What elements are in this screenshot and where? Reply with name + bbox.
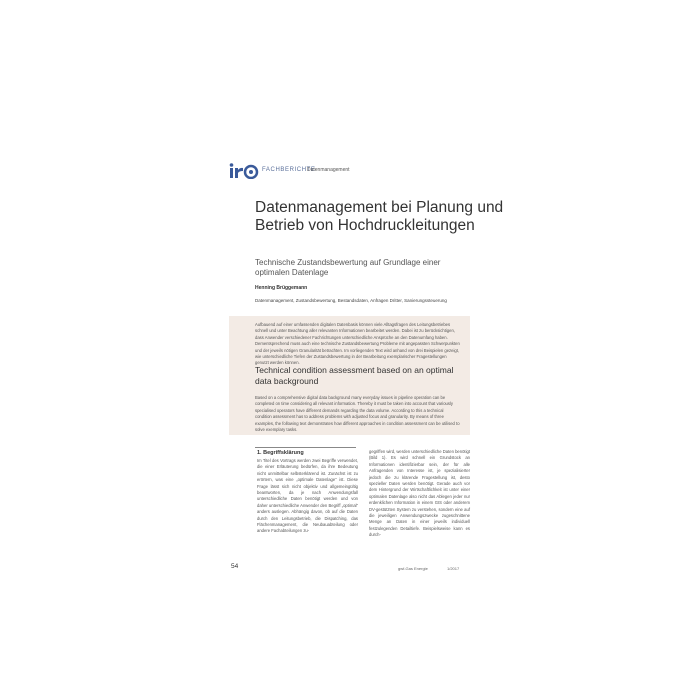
page-number: 54: [231, 563, 239, 570]
body-column-2: gegriffen wird, werden unterschiedliche Daten benötigt (Bild 1). Es wird schnell ein Grundstock an Informationen identifizierbar sein, der für alle Anfragenden von Interesse ist, je spezialisierter jedoch die zu klärende Fragestellung ist, desto spezieller Daten werden benötigt. Gerade auch vor dem Hintergrund der Wirtschaftlichkeit ist unter einer optimalen Datenlage also nicht das Ablegen jeder nur erdenklichen Information in einem GIS oder anderem DV-gestützten System zu verstehen, sondern eine auf die jeweiligen Anwendungszwecke zugeschnittene Menge an Daten in einer jeweils individuell festzulegenden Detailtiefe. Beispielsweise kann es durch-: [369, 449, 470, 538]
subsection-label: Datenmanagement: [307, 167, 350, 173]
author-name: Henning Brüggemann: [255, 285, 308, 291]
section-heading: 1. Begriffsklärung: [257, 450, 304, 456]
section-divider: [255, 447, 356, 448]
article-subtitle: Technische Zustandsbewertung auf Grundlage einer optimalen Datenlage: [255, 258, 441, 277]
section-label: FACHBERICHTE: [262, 167, 316, 173]
abstract-german: Aufbauend auf einer umfassenden digitalen Datenbasis können viele Alltagsfragen des Leitungsbetriebes schnell und unter Beachtung aller relevanten Informationen bearbeitet werden. Dabei ist zu berücksichtigen, dass Anwender verschiedener Fachrichtungen unterschiedliche Ansprüche an den Datenumfang haben. Dementsprechend muss auch eine technische Zustandsbewertung Probleme mit angepassten Schwerpunkten und der jeweils nötigen Granularität betrachten. Im vorliegenden Text wird anhand von drei Beispielen gezeigt, wie unterschiedliche Tiefen der Zustandsbewertung in der Bearbeitung exemplarischer Fragestellungen genutzt werden können.: [255, 322, 460, 366]
journal-logo: [229, 163, 259, 179]
abstract-english-title: Technical condition assessment based on an optimal data background: [255, 365, 454, 386]
keywords: Datenmanagement, Zustandsbewertung, Bestandsdaten, Anfragen Dritter, Sanierungssteuerung: [255, 298, 447, 303]
body-column-1: Im Titel des Vortrags werden zwei Begriffe verwendet, die einer Erläuterung bedürfen, da ihre Bedeutung nicht unmittelbar selbsterklärend ist. Zunächst ist zu erörtern, was eine „optimale Datenlage“ ist. Diese Frage lässt sich nicht objektiv und allgemeingültig beantworten, da je nach Anwendungsfall unterschiedliche Daten benötigt werden und von daher unterschiedliche Anwender den Begriff „optimal“ anders auslegen. Abhängig davon, ob auf die Daten durch den Leitungsbetrieb, die Dispatching, das Flächenmanagement, die Neubauabteilung oder andere Fachabteilungen zu-: [257, 458, 358, 534]
abstract-english: Based on a comprehensive digital data background many everyday issues in pipeline operation can be completed on time considering all relevant information. Thereby it must be taken into account that variously specialised operators have different demands regarding the data volume. According to this a technical condition assessment has to address problems with adjusted focus and granularity. By means of three examples, the following text demonstrates how different approaches in condition assessment can be utilised to solve exemplary tasks.: [255, 395, 460, 433]
journal-issue: 1/2017: [447, 566, 460, 571]
logo-icon: [229, 163, 259, 179]
journal-name: gwf-Gas Energie: [398, 566, 428, 571]
article-title: Datenmanagement bei Planung und Betrieb von Hochdruckleitungen: [255, 199, 504, 234]
